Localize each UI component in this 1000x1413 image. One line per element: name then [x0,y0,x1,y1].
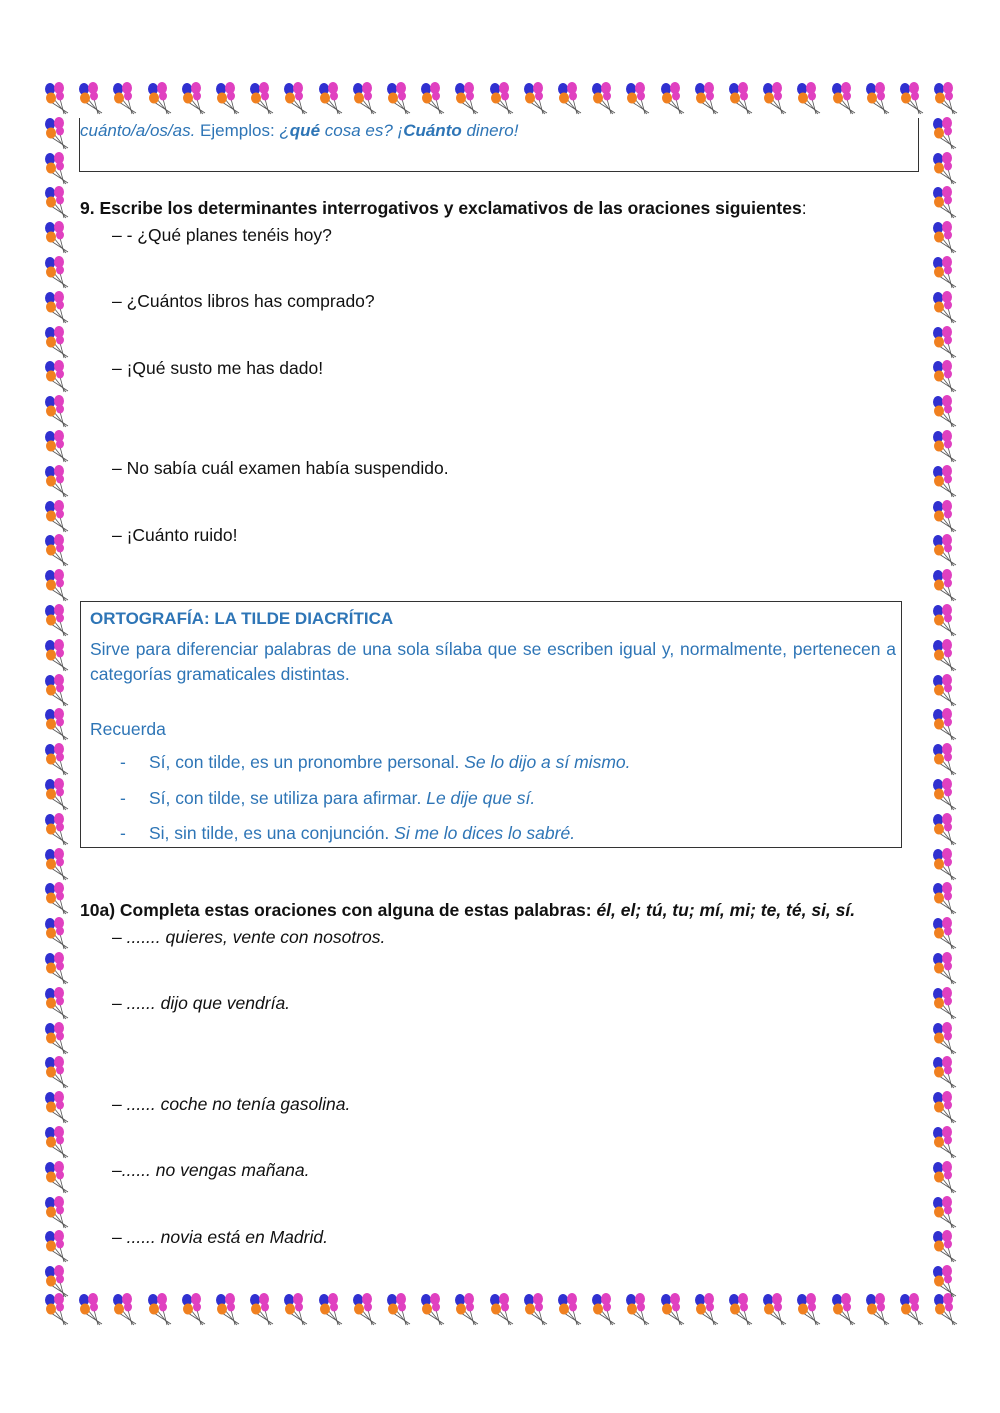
balloon-icon [42,882,72,916]
q9-item: – No sabía cuál examen había suspendido. [112,458,449,478]
balloon-icon [930,534,960,568]
balloon-icon [42,952,72,986]
balloon-icon [42,917,72,951]
balloon-icon [42,152,72,186]
balloon-icon [930,674,960,708]
balloon-icon [42,221,72,255]
q9-item: – ¡Qué susto me has dado! [112,358,324,378]
balloon-icon [487,1293,517,1327]
balloon-icon [247,1293,277,1327]
balloon-icon [760,82,790,116]
balloon-icon [930,360,960,394]
balloon-icon [42,186,72,220]
q9-item: – - ¿Qué planes tenéis hoy? [112,225,332,245]
balloon-icon [930,639,960,673]
balloon-icon [930,465,960,499]
balloon-icon [726,82,756,116]
balloon-icon [930,430,960,464]
balloon-icon [930,326,960,360]
balloon-icon [42,326,72,360]
balloon-icon [42,813,72,847]
balloon-icon [930,917,960,951]
balloon-icon [794,82,824,116]
balloon-icon [555,1293,585,1327]
balloon-icon [930,813,960,847]
q10a-item: – ...... novia está en Madrid. [112,1227,328,1247]
balloon-icon [930,952,960,986]
balloon-icon [316,1293,346,1327]
balloon-icon [42,534,72,568]
balloon-icon [76,82,106,116]
balloon-icon [42,291,72,325]
ortografia-title: ORTOGRAFÍA: LA TILDE DIACRÍTICA [90,609,394,628]
balloon-icon [42,360,72,394]
balloon-icon [930,186,960,220]
balloon-icon [930,1091,960,1125]
balloon-icon [930,1265,960,1299]
balloon-icon [897,1293,927,1327]
balloon-icon [42,848,72,882]
balloon-icon [930,569,960,603]
balloon-icon [930,848,960,882]
balloon-icon [110,1293,140,1327]
balloon-icon [384,1293,414,1327]
q10a-item: – ...... coche no tenía gasolina. [112,1094,351,1114]
balloon-icon [213,1293,243,1327]
balloon-icon [42,1022,72,1056]
balloon-icon [930,256,960,290]
balloon-icon [589,82,619,116]
balloon-icon [555,82,585,116]
balloon-icon [760,1293,790,1327]
balloon-icon [316,82,346,116]
balloon-icon [42,500,72,534]
balloon-icon [145,82,175,116]
balloon-icon [42,1056,72,1090]
balloon-icon [930,221,960,255]
balloon-icon [829,82,859,116]
balloon-icon [726,1293,756,1327]
balloon-icon [930,708,960,742]
balloon-icon [930,604,960,638]
balloon-icon [930,1230,960,1264]
balloon-icon [42,395,72,429]
balloon-icon [794,1293,824,1327]
balloon-icon [42,430,72,464]
balloon-icon [42,82,72,116]
balloon-icon [930,500,960,534]
question-9-title: 9. Escribe los determinantes interrogativos y exclamativos de las oraciones siguientes: [80,198,807,218]
balloon-icon [350,82,380,116]
balloon-icon [42,1265,72,1299]
question-10a-title: 10a) Completa estas oraciones con alguna de estas palabras: él, el; tú, tu; mí, mi; te, té, si, sí. [80,900,856,920]
balloon-icon [42,1230,72,1264]
balloon-icon [623,1293,653,1327]
balloon-icon [930,987,960,1021]
balloon-icon [692,1293,722,1327]
balloon-icon [452,1293,482,1327]
rule-bullet: - Sí, con tilde, se utiliza para afirmar. Le dije que sí. [120,788,536,808]
balloon-icon [179,82,209,116]
balloon-icon [930,1161,960,1195]
balloon-icon [42,1091,72,1125]
balloon-icon [897,82,927,116]
balloon-icon [930,882,960,916]
balloon-icon [42,569,72,603]
balloon-icon [42,1126,72,1160]
ortografia-body: Sirve para diferenciar palabras de una sola sílaba que se escriben igual y, normalmente, pertenecen a categorías gramaticales distintas. [90,639,896,684]
balloon-icon [281,82,311,116]
balloon-icon [930,395,960,429]
balloon-icon [42,674,72,708]
balloon-icon [521,82,551,116]
balloon-icon [930,1022,960,1056]
balloon-icon [213,82,243,116]
top-box-text: cuánto/a/os/as. Ejemplos: ¿qué cosa es? ¡Cuánto dinero! [80,121,519,140]
balloon-icon [384,82,414,116]
balloon-icon [110,82,140,116]
balloon-icon [930,117,960,151]
balloon-icon [930,1056,960,1090]
balloon-icon [863,82,893,116]
balloon-icon [658,82,688,116]
balloon-icon [930,152,960,186]
balloon-icon [42,639,72,673]
balloon-icon [350,1293,380,1327]
balloon-icon [930,1196,960,1230]
balloon-icon [42,987,72,1021]
balloon-icon [42,1196,72,1230]
balloon-icon [863,1293,893,1327]
balloon-icon [76,1293,106,1327]
rule-bullet: - Sí, con tilde, es un pronombre personal. Se lo dijo a sí mismo. [120,752,631,772]
balloon-icon [589,1293,619,1327]
recuerda-label: Recuerda [90,719,166,739]
balloon-icon [418,1293,448,1327]
balloon-icon [42,778,72,812]
balloon-icon [931,82,961,116]
balloon-icon [42,708,72,742]
balloon-icon [145,1293,175,1327]
balloon-icon [42,465,72,499]
balloon-icon [930,743,960,777]
balloon-icon [692,82,722,116]
balloon-icon [930,1126,960,1160]
q10a-item: –...... no vengas mañana. [112,1160,310,1180]
q9-item: – ¡Cuánto ruido! [112,525,238,545]
balloon-icon [42,604,72,638]
balloon-icon [418,82,448,116]
balloon-icon [623,82,653,116]
balloon-icon [42,256,72,290]
balloon-icon [487,82,517,116]
balloon-icon [42,117,72,151]
balloon-icon [829,1293,859,1327]
rule-bullet: - Si, sin tilde, es una conjunción. Si me lo dices lo sabré. [120,823,576,843]
balloon-icon [930,291,960,325]
balloon-icon [658,1293,688,1327]
balloon-icon [179,1293,209,1327]
q10a-item: – ....... quieres, vente con nosotros. [112,927,386,947]
balloon-icon [42,1161,72,1195]
balloon-icon [930,778,960,812]
balloon-icon [281,1293,311,1327]
balloon-icon [452,82,482,116]
balloon-icon [42,743,72,777]
q9-item: – ¿Cuántos libros has comprado? [112,291,375,311]
q10a-item: – ...... dijo que vendría. [112,993,291,1013]
balloon-icon [521,1293,551,1327]
balloon-icon [247,82,277,116]
